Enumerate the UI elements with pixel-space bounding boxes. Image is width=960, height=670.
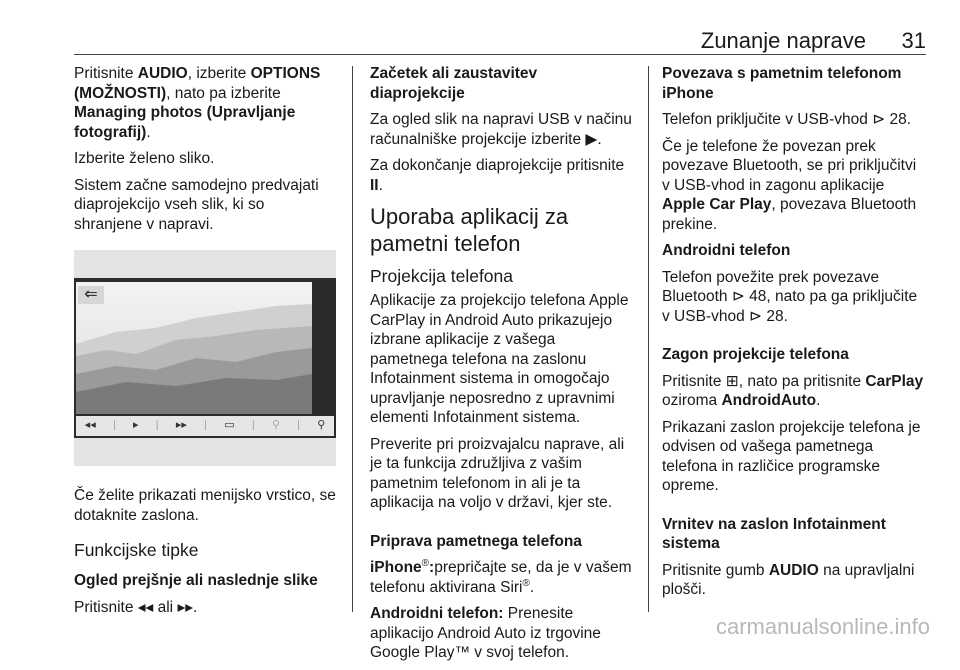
subheading-return: Vrnitev na zaslon Infotainment sistema [662,515,886,552]
zoom-out-icon[interactable]: ⚲ [271,419,280,432]
rewind-icon: ◂◂ [137,598,154,616]
fast-forward-icon: ▸▸ [177,598,193,616]
paragraph: Pritisnite AUDIO, izberite OPTIONS (MOŽNOSTI), nato pa izberite Managing photos (Upravljanje fotografij). [74,65,321,141]
paragraph: Aplikacije za projekcijo telefona Apple CarPlay in Android Auto prikazujejo izbrane aplikacije z vašega pametnega telefona na zaslonu Infotainment sistema in omogočajo upravljanje neposredno z upravnimi elementi Infotainment sistema. [370,292,629,426]
zoom-in-icon[interactable]: ⚲ [317,419,326,432]
photo-viewer-screenshot [74,250,336,466]
header-title: Zunanje naprave [700,28,866,53]
heading-function-keys: Funkcijske tipke [74,540,199,560]
photo-controls-bar: ◂◂ | ▸ | ▸▸ | ▭ | ⚲ | ⚲ [76,416,334,436]
heading-projection: Projekcija telefona [370,266,513,286]
page-ref-icon: ⊳ [731,288,745,305]
column-3 [662,64,928,607]
subheading-prev-next: Ogled prejšnje ali naslednje slike [74,572,318,589]
subheading-android: Androidni telefon [662,242,791,259]
grid-icon: ⊞ [725,372,739,390]
paragraph: Če želite prikazati menijsko vrstico, se dotaknite zaslona. [74,487,336,524]
page-number: 31 [901,28,926,53]
paragraph: Izberite želeno sliko. [74,150,215,167]
page-header [74,26,926,54]
left-arrow-icon: ⇐ [84,286,98,303]
pause-icon: II [370,176,379,194]
column-1 [74,64,336,624]
paragraph: Za ogled slik na napravi USB v načinu računalniške projekcije izberite ▶. [370,111,632,148]
paragraph: Za dokončanje diaprojekcije pritisnite II. [370,157,625,194]
back-button[interactable] [78,286,104,304]
mountain-image [76,282,312,414]
paragraph: Androidni telefon: Prenesite aplikacijo Android Auto iz trgovine Google Play™ v svoj telefon. [370,605,601,661]
subheading-iphone: Povezava s pametnim telefonom iPhone [662,65,902,102]
paragraph: Sistem začne samodejno predvajati diaprojekcijo vseh slik, ki so shranjene v napravi. [74,176,319,233]
paragraph: Pritisnite ⊞, nato pa pritisnite CarPlay oziroma AndroidAuto. [662,372,924,409]
paragraph: Telefon povežite prek povezave Bluetooth ⊳ 48, nato pa ga priključite v USB-vhod ⊳ 28. [662,268,918,325]
header-rule [74,54,926,55]
page-ref-icon: ⊳ [749,307,763,325]
paragraph: iPhone®:prepričajte se, da je v vašem telefonu aktivirana Siri®. [370,557,632,596]
paragraph: Prikazani zaslon projekcije telefona je odvisen od vašega pametnega telefona in različice programske opreme. [662,418,921,494]
column-divider [648,66,649,612]
subheading-prep: Priprava pametnega telefona [370,532,582,550]
landscape-photo [76,282,312,414]
column-divider [352,66,353,612]
paragraph: Če je telefone že povezan prek povezave Bluetooth, se pri priključitvi v USB-vhod in zagonu aplikacije Apple Car Play, povezava Bluetooth prekine. [662,137,917,233]
subheading-start: Zagon projekcije telefona [662,346,849,363]
paragraph: Telefon priključite v USB-vhod ⊳ 28. [662,111,912,128]
rewind-icon[interactable]: ◂◂ [84,419,96,432]
heading-apps: Uporaba aplikacij za pametni telefon [370,204,569,256]
subheading-slideshow: Začetek ali zaustavitev diaprojekcije [370,65,538,102]
paragraph: Preverite pri proizvajalcu naprave, ali je ta funkcija združljiva z vašim pametnim telefonom in ali je ta aplikacija na voljo v državi, kjer ste. [370,435,625,511]
fast-forward-icon[interactable]: ▸▸ [175,419,187,432]
fit-screen-icon[interactable]: ▭ [224,419,235,432]
screen [74,278,336,438]
play-icon[interactable]: ▸ [133,419,139,432]
paragraph: Pritisnite ◂◂ ali ▸▸. [74,598,198,616]
paragraph: Pritisnite gumb AUDIO na upravljalni plošči. [662,561,915,598]
play-icon: ▶ [585,130,598,148]
page-ref-icon: ⊳ [872,111,886,128]
watermark: carmanualsonline.info [715,614,930,639]
column-2 [370,64,634,670]
